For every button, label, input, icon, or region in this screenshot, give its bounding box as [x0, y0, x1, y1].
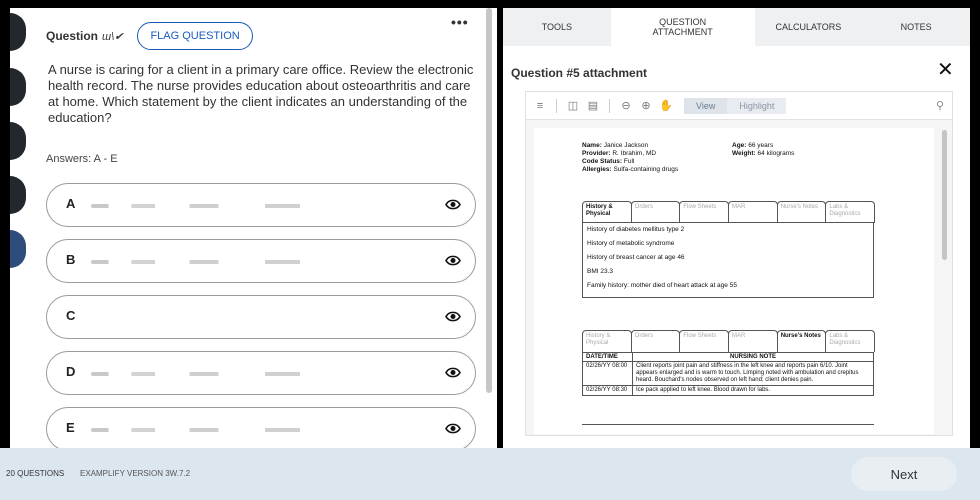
question-pane [10, 8, 497, 448]
patient-info: Name: Janice Jackson Provider: R. Ibrahim, MD Code Status: Full Allergies: Sulfa-containing drugs [582, 142, 679, 173]
ehr-tab-labs[interactable]: Labs & Diagnostics [825, 330, 875, 352]
history-item: Family history: mother died of heart attack at age 55 [587, 282, 737, 289]
answer-letter: D [66, 364, 76, 379]
answer-letter: C [66, 308, 76, 323]
eye-icon[interactable] [445, 254, 461, 267]
ehr-tabs-top [582, 201, 874, 223]
ehr-tab-orders[interactable]: Orders [631, 201, 681, 223]
document-scrollbar[interactable] [942, 130, 947, 260]
ehr-tab-mar[interactable]: MAR [728, 330, 778, 352]
note-text: Ice pack applied to left knee. Blood drawn for labs. [633, 386, 874, 396]
answer-text-obscured [91, 428, 381, 432]
search-icon[interactable]: ⚲ [935, 100, 944, 112]
version-label: EXAMPLIFY VERSION 3W.7.2 [80, 469, 191, 478]
zoom-out-icon[interactable]: ⊖ [621, 100, 631, 112]
exam-footer [0, 448, 980, 500]
history-item: History of metabolic syndrome [587, 240, 675, 247]
toolbar-divider [556, 99, 557, 113]
answer-option-e[interactable] [46, 407, 476, 448]
eye-icon[interactable] [445, 366, 461, 379]
flag-question-button[interactable]: FLAG QUESTION [137, 22, 252, 50]
note-datetime: 02/26/YY 08:00 [583, 362, 633, 386]
question-header [46, 22, 253, 50]
tab-question-attachment[interactable]: QUESTION ATTACHMENT [611, 8, 755, 46]
ehr-tab-history[interactable]: History & Physical [582, 330, 632, 352]
question-nav-tab[interactable] [10, 176, 26, 214]
eye-icon[interactable] [445, 422, 461, 435]
ehr-tab-orders[interactable]: Orders [631, 330, 681, 352]
question-count: 20 QUESTIONS [6, 469, 65, 478]
question-nav-tab[interactable] [10, 122, 26, 160]
answer-letter: B [66, 252, 76, 267]
answer-option-b[interactable] [46, 239, 476, 283]
answer-text-obscured [91, 372, 381, 376]
answer-option-c[interactable] [46, 295, 476, 339]
more-options-icon[interactable]: ••• [451, 14, 469, 30]
question-label: Question [46, 29, 99, 43]
patient-vitals: Age: 66 years Weight: 64 kilograms [732, 142, 795, 157]
view-mode-button[interactable]: View [684, 98, 727, 114]
notes-header-datetime: DATE/TIME [583, 353, 633, 362]
eye-icon[interactable] [445, 198, 461, 211]
ehr-tab-labs[interactable]: Labs & Diagnostics [825, 201, 875, 223]
viewer-toolbar [526, 92, 952, 120]
answer-letter: E [66, 420, 75, 435]
document-viewer [525, 91, 953, 436]
answer-option-d[interactable] [46, 351, 476, 395]
ehr-document-page [534, 128, 934, 434]
history-item: History of breast cancer at age 46 [587, 254, 685, 261]
eye-icon[interactable] [445, 310, 461, 323]
pan-hand-icon[interactable]: ✋ [659, 100, 673, 112]
resource-tabs [503, 8, 970, 46]
answer-option-a[interactable] [46, 183, 476, 227]
nursing-notes-table [582, 352, 874, 396]
notes-header-note: NURSING NOTE [633, 353, 874, 362]
answer-letter: A [66, 196, 76, 211]
next-button[interactable]: Next [851, 457, 957, 491]
question-nav-tab-current[interactable] [10, 230, 26, 268]
resource-pane [503, 8, 970, 448]
history-item: History of diabetes mellitus type 2 [587, 226, 685, 233]
ehr-tab-flow-sheets[interactable]: Flow Sheets [679, 201, 729, 223]
question-scrollbar[interactable] [486, 8, 492, 393]
sidebar-toggle-icon[interactable]: ◫ [567, 100, 579, 112]
history-item: BMI 23.3 [587, 268, 614, 275]
toolbar-divider [609, 99, 610, 113]
answer-text-obscured [91, 260, 381, 264]
ehr-tabs-bottom [582, 330, 874, 352]
ehr-tab-history[interactable]: History & Physical [582, 201, 632, 223]
ehr-tab-mar[interactable]: MAR [728, 201, 778, 223]
menu-icon[interactable]: ≡ [536, 99, 544, 112]
tab-tools[interactable]: TOOLS [541, 22, 573, 32]
zoom-in-icon[interactable]: ⊕ [641, 100, 651, 112]
attachment-title: Question #5 attachment [511, 66, 648, 80]
tab-calculators[interactable]: CALCULATORS [775, 22, 842, 32]
question-number-scribble: ɯ\✔ [102, 30, 124, 43]
table-row [583, 362, 874, 386]
ehr-tab-nurses-notes[interactable]: Nurse's Notes [777, 330, 827, 352]
table-row [583, 386, 874, 396]
next-section-edge [582, 424, 874, 434]
answer-text-obscured [91, 204, 381, 208]
tab-notes[interactable]: NOTES [900, 22, 932, 32]
page-icon[interactable]: ▤ [587, 100, 599, 112]
answers-label: Answers: A - E [46, 153, 118, 165]
question-nav-tab[interactable] [10, 68, 26, 106]
history-physical-panel [582, 222, 874, 298]
note-text: Client reports joint pain and stiffness in the left knee and reports pain 6/10. Joint appears enlarged and is warm to touch. Limping noted with ambulation and crepitus heard. Bouchard's nodes observed on left hand; client denies pain. [633, 362, 874, 386]
note-datetime: 02/26/YY 08:30 [583, 386, 633, 396]
question-nav-tab[interactable] [10, 13, 26, 51]
close-icon[interactable]: ✕ [937, 59, 954, 81]
ehr-tab-nurses-notes[interactable]: Nurse's Notes [777, 201, 827, 223]
question-stem: A nurse is caring for a client in a primary care office. Review the electronic health record. The nurse provides education about osteoarthritis and care at home. Which statement by the client indicates an understanding of the education? [48, 62, 474, 125]
highlight-mode-button[interactable]: Highlight [727, 98, 786, 114]
ehr-tab-flow-sheets[interactable]: Flow Sheets [679, 330, 729, 352]
